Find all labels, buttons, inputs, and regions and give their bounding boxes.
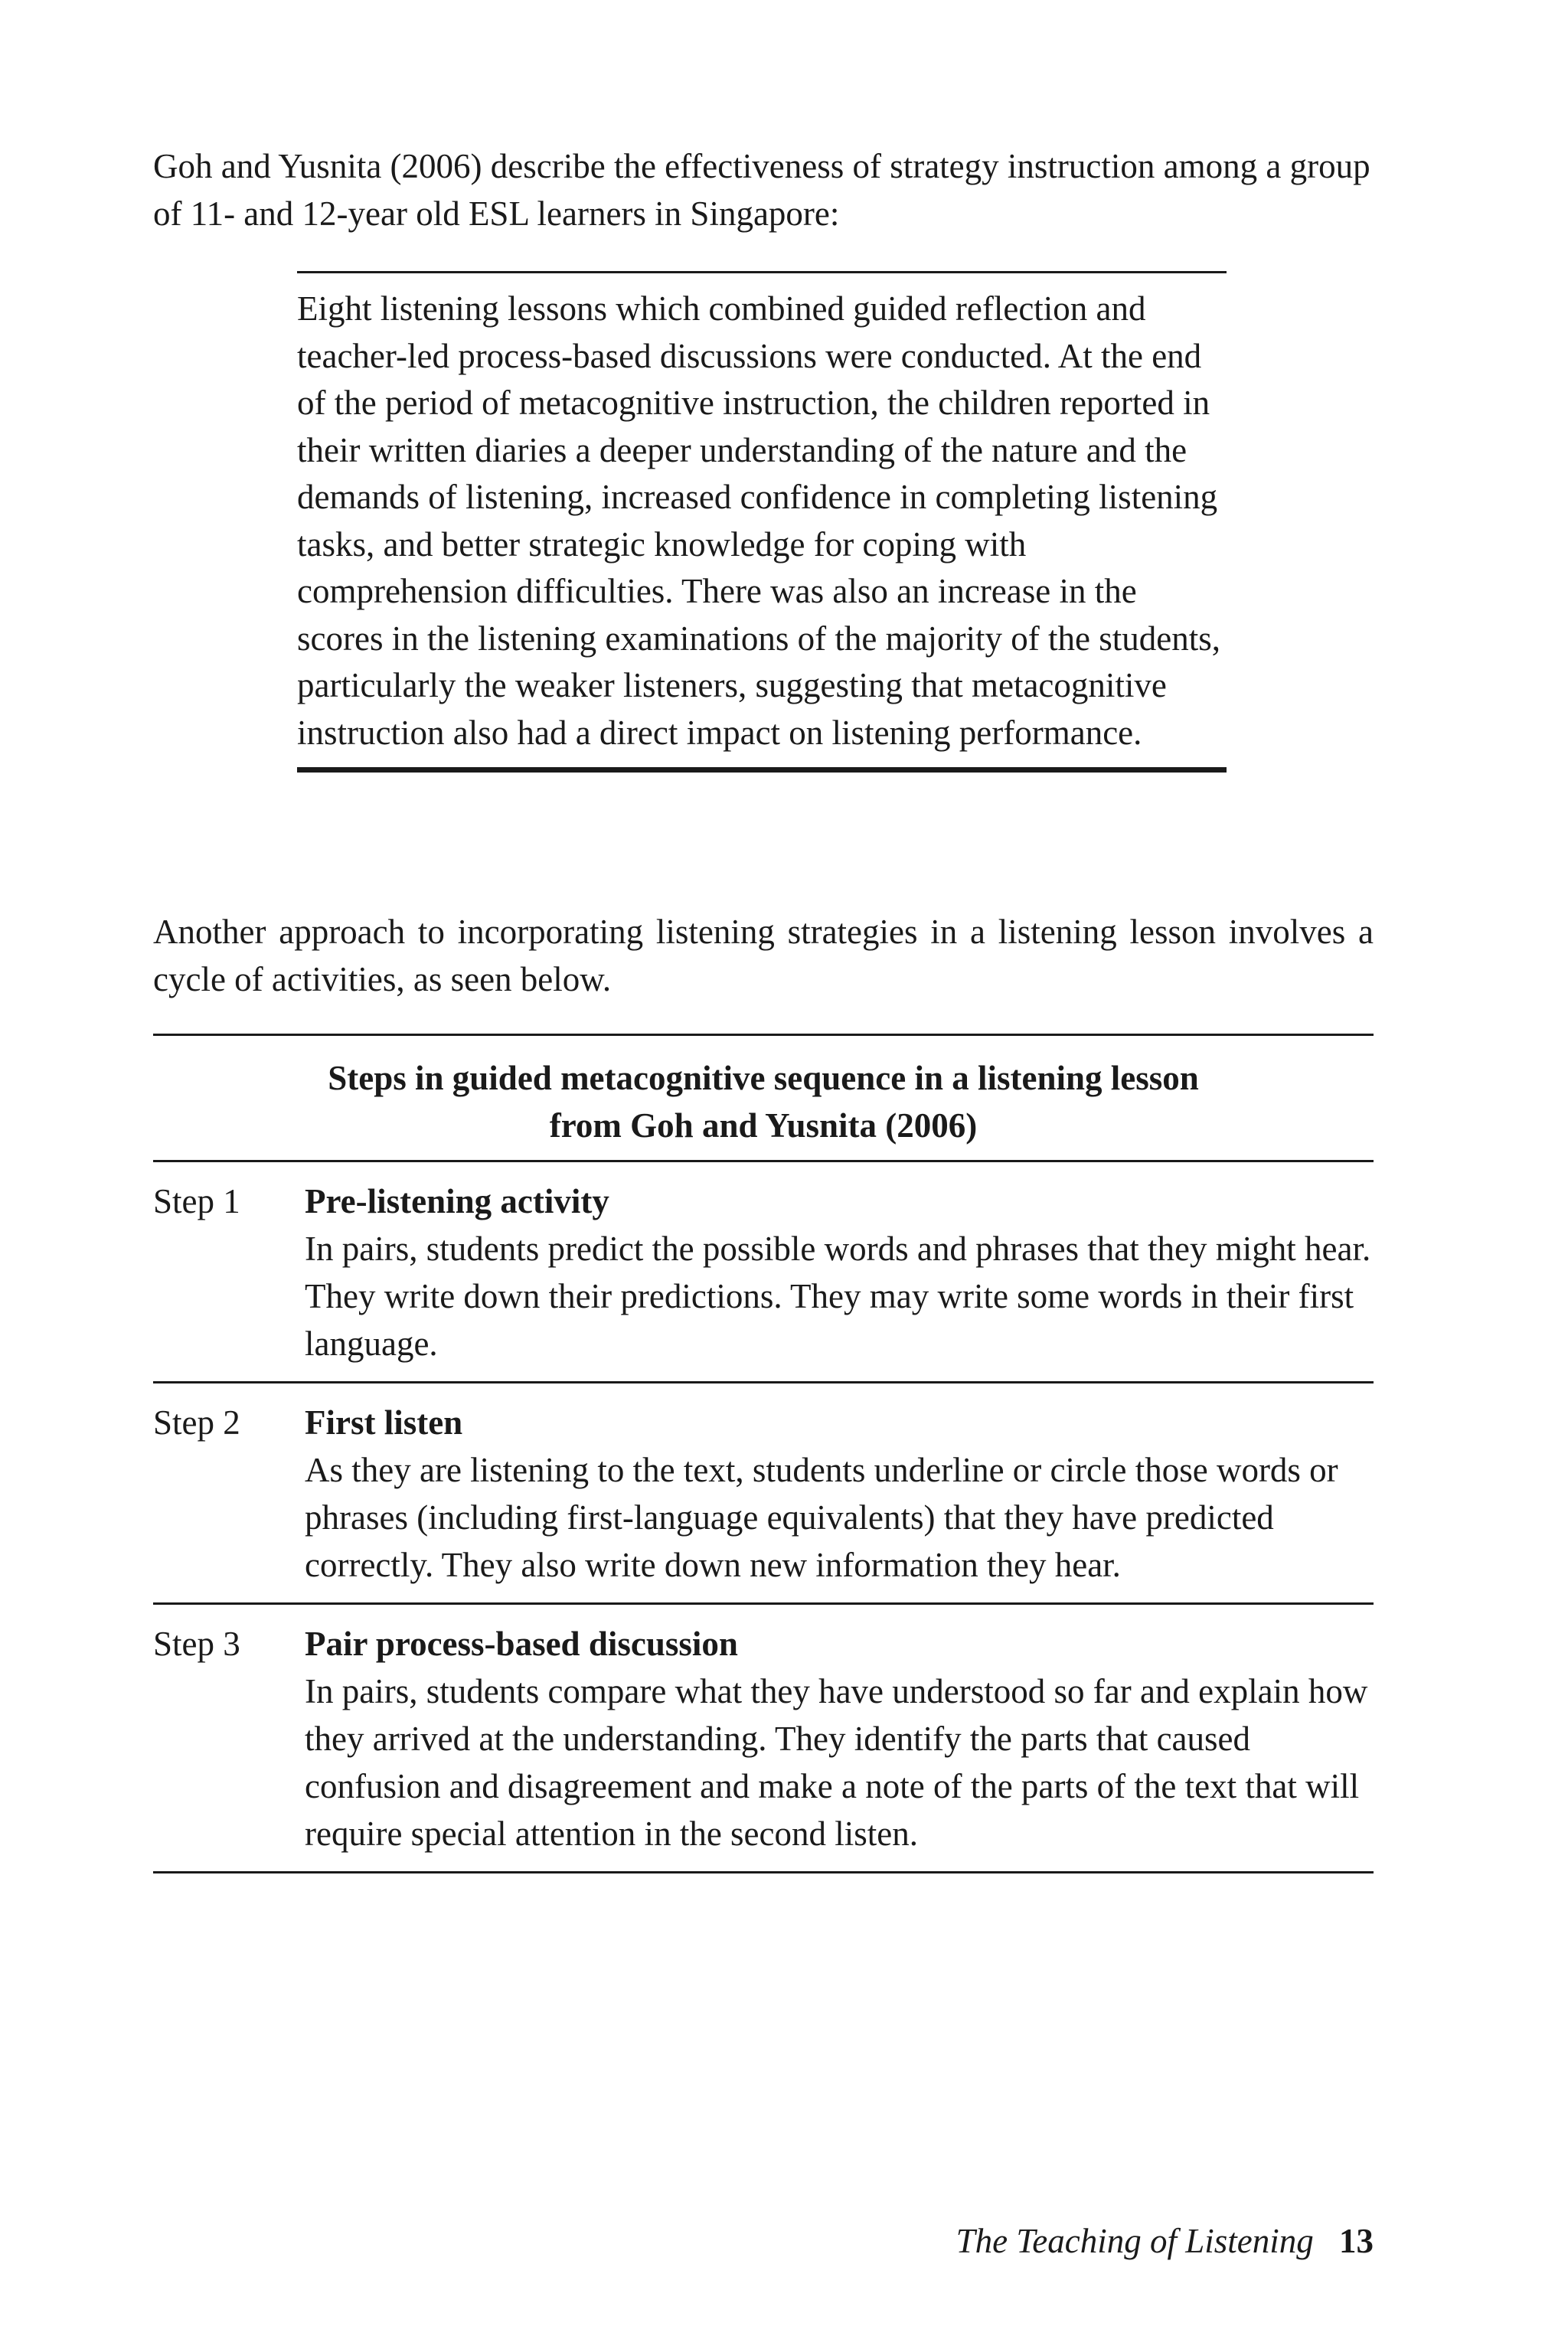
- steps-table: [153, 1034, 1374, 1873]
- block-quote: [297, 271, 1227, 773]
- step-label: Step 2: [153, 1403, 240, 1442]
- transition-paragraph: Another approach to incorporating listening strategies in a listening lesson involves a cycle of activities, as seen below.: [153, 913, 1374, 998]
- step-heading: Pre-listening activity: [305, 1182, 609, 1220]
- step-body: [305, 1178, 1374, 1367]
- step-label: Step 3: [153, 1625, 240, 1663]
- table-row-step-1: [153, 1162, 1374, 1381]
- step-text: As they are listening to the text, students underline or circle those words or phrases (including first-language equivalents) that they have predicted correctly. They also write down new information they hear.: [305, 1451, 1338, 1584]
- step-text: In pairs, students compare what they have understood so far and explain how they arrived at the understanding. They identify the parts that caused confusion and disagreement and make a note of the parts of the text that will require special attention in the second listen.: [305, 1672, 1368, 1853]
- quote-top-rule: [297, 271, 1227, 273]
- intro-paragraph: Goh and Yusnita (2006) describe the effectiveness of strategy instruction among a group of 11- and 12-year old ESL learners in Singapore:: [153, 147, 1370, 233]
- table-title-line-1: Steps in guided metacognitive sequence in a listening lesson: [328, 1059, 1199, 1097]
- running-footer: [956, 2217, 1374, 2265]
- table-title-line-2: from Goh and Yusnita (2006): [549, 1106, 978, 1145]
- step-heading: Pair process-based discussion: [305, 1625, 738, 1663]
- table-title: [153, 1036, 1374, 1160]
- step-body: [305, 1620, 1374, 1857]
- page-number: 13: [1339, 2222, 1374, 2260]
- book-title: The Teaching of Listening: [956, 2222, 1314, 2260]
- quote-bottom-rule: [297, 767, 1227, 773]
- quote-text: Eight listening lessons which combined guided reflection and teacher-led process-based discussions were conducted. At the end of the period of metacognitive instruction, the children reported in their written diaries a deeper understanding of the nature and the demands of listening, increased confidence in completing listening tasks, and better strategic knowledge for coping with comprehension difficulties. There was also an increase in the scores in the listening examinations of the majority of the students, particularly the weaker listeners, suggesting that metacognitive instruction also had a direct impact on listening performance.: [297, 289, 1221, 752]
- table-rule: [153, 1871, 1374, 1873]
- step-label: Step 1: [153, 1182, 240, 1220]
- step-body: [305, 1399, 1374, 1589]
- step-heading: First listen: [305, 1403, 463, 1442]
- step-text: In pairs, students predict the possible words and phrases that they might hear. They write down their predictions. They may write some words in their first language.: [305, 1230, 1371, 1363]
- table-row-step-2: [153, 1383, 1374, 1602]
- table-row-step-3: [153, 1605, 1374, 1871]
